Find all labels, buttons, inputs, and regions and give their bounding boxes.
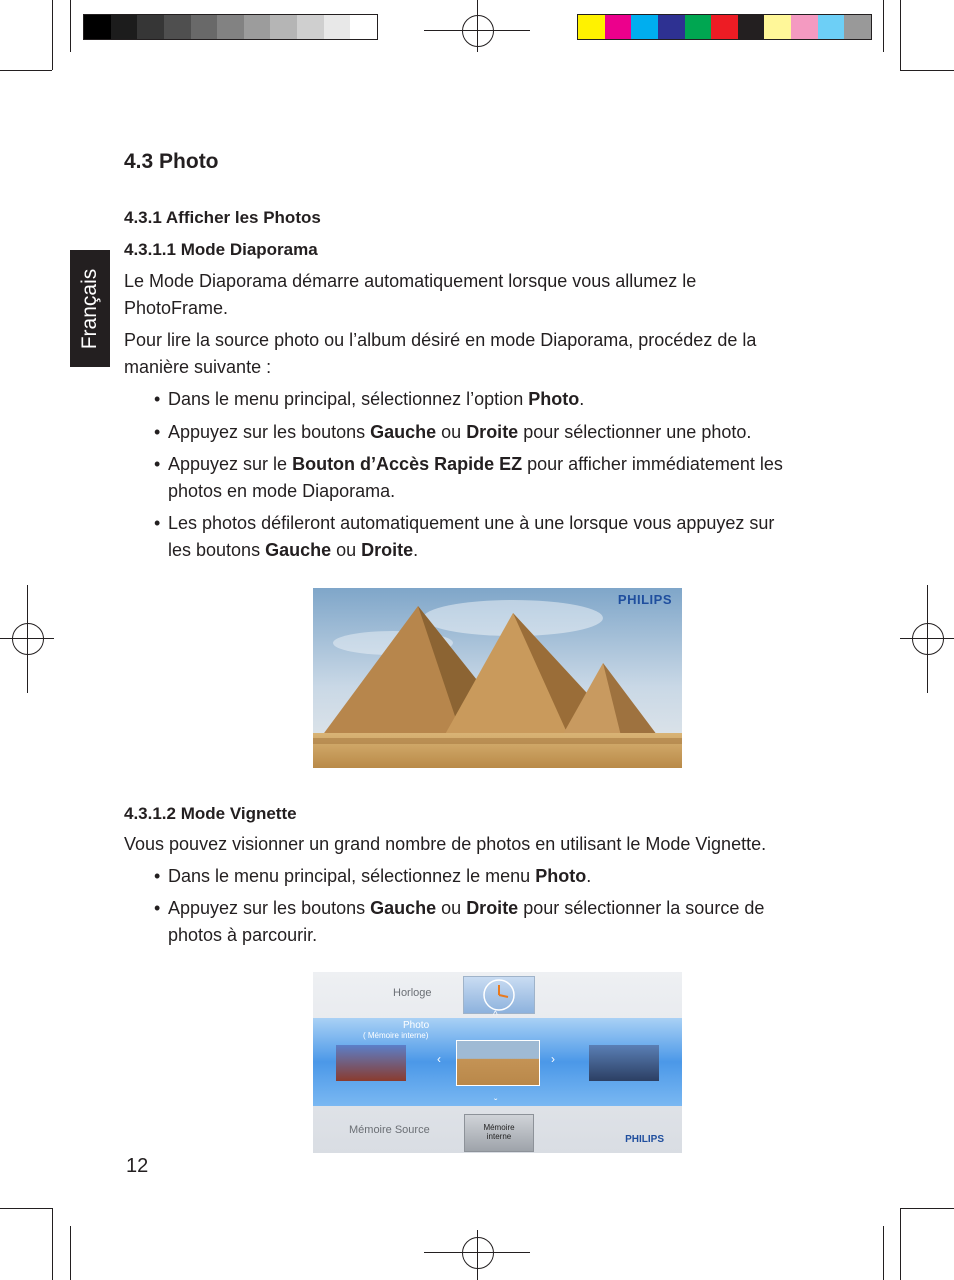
chevron-right-icon[interactable]: › [551, 1052, 555, 1066]
gray-swatch [350, 15, 377, 39]
list-item: • Les photos défileront automatiquement une à une lorsque vous appuyez sur les boutons Gauche ou Droite. [154, 513, 775, 560]
subsection-title: 4.3.1 Afficher les Photos [124, 208, 321, 227]
color-swatch [685, 15, 712, 39]
grayscale-bar [83, 14, 378, 40]
chevron-down-icon[interactable]: ˇ [494, 1098, 498, 1109]
slideshow-photo [313, 588, 682, 768]
clock-icon [463, 976, 535, 1014]
paragraph: Vous pouvez visionner un grand nombre de photos en utilisant le Mode Vignette. [124, 834, 767, 854]
chevron-left-icon[interactable]: ‹ [437, 1052, 441, 1066]
memory-chip-label: interne [486, 1132, 512, 1141]
thumbnail-mode-screenshot [313, 972, 682, 1153]
memory-chip-icon [464, 1114, 534, 1152]
color-swatch [738, 15, 765, 39]
color-swatch [818, 15, 845, 39]
menu-label: Photo [403, 1020, 430, 1031]
pyramids-image [313, 588, 682, 768]
gray-swatch [217, 15, 244, 39]
section-title: 4.3 Photo [124, 150, 219, 173]
gray-swatch [244, 15, 271, 39]
color-swatch [711, 15, 738, 39]
gray-swatch [137, 15, 164, 39]
thumbnail-pyramids[interactable] [456, 1040, 540, 1086]
paragraph: manière suivante : [124, 357, 272, 377]
gray-swatch [111, 15, 138, 39]
language-label: Français [78, 268, 101, 349]
paragraph: PhotoFrame. [124, 298, 229, 318]
list-item: • Appuyez sur les boutons Gauche ou Droite pour sélectionner la source de photos à parcourir. [154, 898, 765, 945]
subsubsection-title: 4.3.1.1 Mode Diaporama [124, 240, 318, 259]
thumbnail-castle[interactable] [589, 1045, 659, 1081]
philips-logo: PHILIPS [617, 592, 672, 607]
color-swatch [631, 15, 658, 39]
color-swatch [658, 15, 685, 39]
gray-swatch [297, 15, 324, 39]
list-item: • Dans le menu principal, sélectionnez le menu Photo. [154, 866, 592, 886]
list-item: • Appuyez sur les boutons Gauche ou Droite pour sélectionner une photo. [154, 422, 752, 442]
menu-row-photo[interactable] [313, 1010, 682, 1109]
color-swatch [844, 15, 871, 39]
menu-label: Mémoire Source [349, 1124, 430, 1136]
chevron-up-icon[interactable]: ^ [493, 1010, 498, 1021]
memory-chip-label: Mémoire [483, 1123, 515, 1132]
color-swatch [764, 15, 791, 39]
gray-swatch [324, 15, 351, 39]
gray-swatch [164, 15, 191, 39]
paragraph: Pour lire la source photo ou l’album désiré en mode Diaporama, procédez de la [124, 330, 757, 350]
menu-row-source [313, 1106, 682, 1153]
gray-swatch [191, 15, 218, 39]
color-swatch [578, 15, 605, 39]
subsubsection-title: 4.3.1.2 Mode Vignette [124, 804, 297, 823]
paragraph: Le Mode Diaporama démarre automatiquement lorsque vous allumez le [124, 271, 697, 291]
list-item: • Dans le menu principal, sélectionnez l’option Photo. [154, 389, 585, 409]
gray-swatch [84, 15, 111, 39]
color-swatch [605, 15, 632, 39]
philips-logo: PHILIPS [625, 1134, 664, 1145]
gray-swatch [270, 15, 297, 39]
list-item: • Appuyez sur le Bouton d’Accès Rapide EZ pour afficher immédiatement les photos en mode Diaporama. [154, 454, 783, 501]
page-number: 12 [126, 1155, 149, 1177]
color-calibration-bar [577, 14, 872, 40]
language-tab [70, 250, 110, 367]
menu-sublabel: ( Mémoire interne) [363, 1031, 429, 1040]
thumbnail-cathedral[interactable] [336, 1045, 406, 1081]
menu-label: Horloge [393, 987, 432, 999]
color-swatch [791, 15, 818, 39]
